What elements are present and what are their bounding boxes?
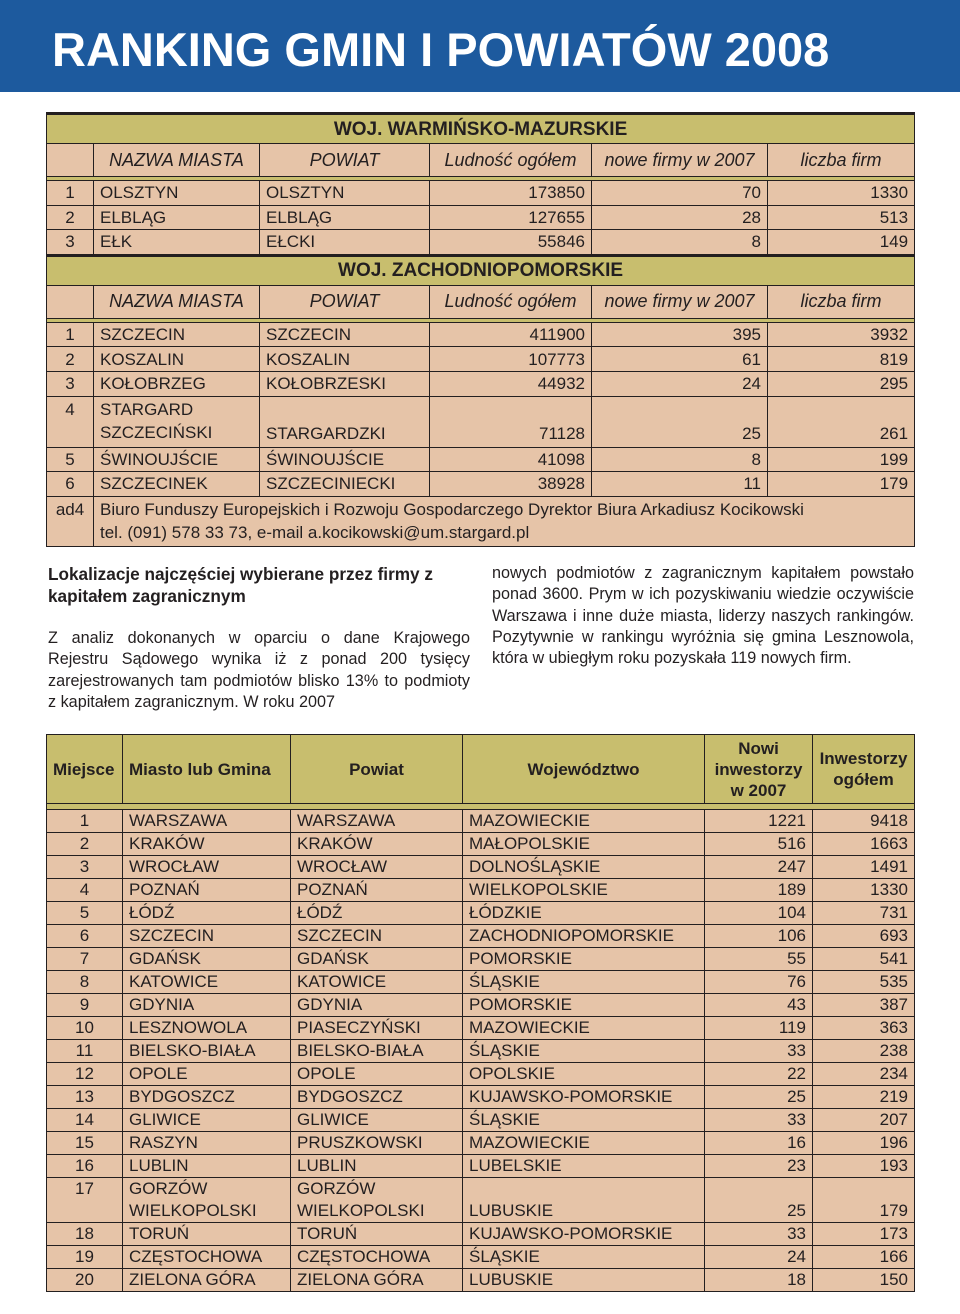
column-header: liczba firm [768, 285, 915, 318]
total-investors: 731 [813, 902, 915, 925]
column-header: liczba firm [768, 144, 915, 177]
district-name: GLIWICE [291, 1109, 463, 1132]
district-name: SZCZECINIECKI [260, 472, 430, 497]
population: 127655 [430, 205, 592, 230]
rank: 16 [47, 1155, 123, 1178]
district-name: WROCŁAW [291, 856, 463, 879]
total-investors: 1330 [813, 879, 915, 902]
total-investors: 1491 [813, 856, 915, 879]
population: 107773 [430, 347, 592, 372]
city-name: GLIWICE [123, 1109, 291, 1132]
table-row [47, 1086, 915, 1109]
city-name: SZCZECINEK [94, 472, 260, 497]
voivodeship: ŚLĄSKIE [463, 1040, 705, 1063]
total-investors: 1663 [813, 833, 915, 856]
city-name: KRAKÓW [123, 833, 291, 856]
column-header: Miasto lub Gmina [123, 735, 291, 804]
district-name: POZNAŃ [291, 879, 463, 902]
district-name: PIASECZYŃSKI [291, 1017, 463, 1040]
article-text-left: Z analiz dokonanych w oparciu o dane Krajowego Rejestru Sądowego wynika iż z ponad 200 tysięcy zarejestrowanych tam podmiotów blisko 13% to podmioty z kapitałem zagranicznym. W roku 2007 [48, 629, 470, 711]
district-name: EŁCKI [260, 230, 430, 256]
voivodeship: MAZOWIECKIE [463, 810, 705, 833]
district-name: BIELSKO-BIAŁA [291, 1040, 463, 1063]
city-name: ELBLĄG [94, 205, 260, 230]
new-investors-2007: 33 [705, 1223, 813, 1246]
column-header: POWIAT [260, 144, 430, 177]
table-row [47, 472, 915, 497]
voivodeship: OPOLSKIE [463, 1063, 705, 1086]
district-name: KOŁOBRZESKI [260, 371, 430, 396]
district-name: LUBLIN [291, 1155, 463, 1178]
voivodeship: MAZOWIECKIE [463, 1017, 705, 1040]
rank: 2 [47, 833, 123, 856]
rank: 4 [47, 879, 123, 902]
column-header-row [47, 735, 915, 804]
rank: 14 [47, 1109, 123, 1132]
city-name: STARGARD SZCZECIŃSKI [94, 396, 260, 447]
new-investors-2007: 104 [705, 902, 813, 925]
new-investors-2007: 22 [705, 1063, 813, 1086]
table-row [47, 833, 915, 856]
rank: 9 [47, 994, 123, 1017]
new-investors-2007: 18 [705, 1269, 813, 1292]
table-row [47, 902, 915, 925]
new-investors-2007: 55 [705, 948, 813, 971]
voivodeship: ŚLĄSKIE [463, 1109, 705, 1132]
total-investors: 173 [813, 1223, 915, 1246]
table-row [47, 1017, 915, 1040]
district-name: OPOLE [291, 1063, 463, 1086]
region-header-row [47, 114, 915, 144]
region-header-row [47, 255, 915, 285]
district-name: KATOWICE [291, 971, 463, 994]
total-investors: 196 [813, 1132, 915, 1155]
city-name: ŁÓDŹ [123, 902, 291, 925]
contact-note: Biuro Funduszy Europejskich i Rozwoju Gospodarczego Dyrektor Biura Arkadiusz Kocikowski tel. (091) 578 33 73, e-mail a.kocikowski@um.stargard.pl [94, 496, 915, 546]
table-row [47, 856, 915, 879]
voivodeship: LUBUSKIE [463, 1269, 705, 1292]
city-name: RASZYN [123, 1132, 291, 1155]
total-investors: 238 [813, 1040, 915, 1063]
national-ranking-table [46, 734, 915, 1292]
firm-count: 819 [768, 347, 915, 372]
table-row [47, 971, 915, 994]
rank: 17 [47, 1178, 123, 1223]
city-name: ŚWINOUJŚCIE [94, 447, 260, 472]
population: 71128 [430, 396, 592, 447]
firm-count: 1330 [768, 181, 915, 206]
total-investors: 166 [813, 1246, 915, 1269]
city-name: KOŁOBRZEG [94, 371, 260, 396]
table-row [47, 1246, 915, 1269]
table-row [47, 447, 915, 472]
column-header: NAZWA MIASTA [94, 285, 260, 318]
new-investors-2007: 33 [705, 1040, 813, 1063]
city-name: GDAŃSK [123, 948, 291, 971]
district-name: KRAKÓW [291, 833, 463, 856]
new-firms-2007: 28 [592, 205, 768, 230]
new-investors-2007: 516 [705, 833, 813, 856]
row-index: 3 [47, 230, 94, 256]
total-investors: 9418 [813, 810, 915, 833]
new-investors-2007: 106 [705, 925, 813, 948]
new-firms-2007: 25 [592, 396, 768, 447]
table-row [47, 810, 915, 833]
table-row [47, 879, 915, 902]
column-header: Powiat [291, 735, 463, 804]
rank: 3 [47, 856, 123, 879]
voivodeship: KUJAWSKO-POMORSKIE [463, 1086, 705, 1109]
total-investors: 541 [813, 948, 915, 971]
new-investors-2007: 25 [705, 1086, 813, 1109]
total-investors: 179 [813, 1178, 915, 1223]
table-row [47, 1109, 915, 1132]
total-investors: 150 [813, 1269, 915, 1292]
row-index: 2 [47, 347, 94, 372]
population: 44932 [430, 371, 592, 396]
new-firms-2007: 11 [592, 472, 768, 497]
column-header: Ludność ogółem [430, 144, 592, 177]
contact-note-row [47, 496, 915, 546]
city-name: WROCŁAW [123, 856, 291, 879]
city-name: TORUŃ [123, 1223, 291, 1246]
population: 173850 [430, 181, 592, 206]
new-investors-2007: 119 [705, 1017, 813, 1040]
total-investors: 234 [813, 1063, 915, 1086]
rank: 18 [47, 1223, 123, 1246]
new-investors-2007: 16 [705, 1132, 813, 1155]
district-name: ŚWINOUJŚCIE [260, 447, 430, 472]
district-name: OLSZTYN [260, 181, 430, 206]
new-investors-2007: 25 [705, 1178, 813, 1223]
table-row [47, 994, 915, 1017]
regional-ranking-table [46, 112, 915, 547]
new-investors-2007: 76 [705, 971, 813, 994]
row-index: 6 [47, 472, 94, 497]
new-investors-2007: 1221 [705, 810, 813, 833]
city-name: WARSZAWA [123, 810, 291, 833]
city-name: OLSZTYN [94, 181, 260, 206]
city-name: GDYNIA [123, 994, 291, 1017]
district-name: ZIELONA GÓRA [291, 1269, 463, 1292]
region-name: WOJ. WARMIŃSKO-MAZURSKIE [47, 114, 915, 144]
firm-count: 179 [768, 472, 915, 497]
district-name: PRUSZKOWSKI [291, 1132, 463, 1155]
district-name: TORUŃ [291, 1223, 463, 1246]
total-investors: 387 [813, 994, 915, 1017]
district-name: SZCZECIN [260, 322, 430, 347]
article-heading: Lokalizacje najczęściej wybierane przez firmy z kapitałem zagranicznym [48, 564, 433, 606]
district-name: ELBLĄG [260, 205, 430, 230]
voivodeship: WIELKOPOLSKIE [463, 879, 705, 902]
article-right-column [492, 563, 914, 669]
new-firms-2007: 70 [592, 181, 768, 206]
firm-count: 3932 [768, 322, 915, 347]
header-index [47, 144, 94, 177]
total-investors: 207 [813, 1109, 915, 1132]
voivodeship: KUJAWSKO-POMORSKIE [463, 1223, 705, 1246]
new-investors-2007: 33 [705, 1109, 813, 1132]
column-header: Województwo [463, 735, 705, 804]
table-row [47, 181, 915, 206]
city-name: SZCZECIN [94, 322, 260, 347]
column-header-row [47, 285, 915, 318]
voivodeship: LUBUSKIE [463, 1178, 705, 1223]
article-text-right: nowych podmiotów z zagranicznym kapitałem powstało ponad 3600. Prym w ich pozyskiwaniu wiedzie oczywiście Warszawa i inne duże miasta, liderzy naszych rankingów. Pozytywnie w rankingu wyróżnia się gmina Lesznowola, która w ubiegłym roku pozyskała 119 nowych firm. [492, 564, 914, 668]
voivodeship: POMORSKIE [463, 994, 705, 1017]
voivodeship: ZACHODNIOPOMORSKIE [463, 925, 705, 948]
table-row [47, 925, 915, 948]
district-name: BYDGOSZCZ [291, 1086, 463, 1109]
city-name: OPOLE [123, 1063, 291, 1086]
rank: 8 [47, 971, 123, 994]
firm-count: 149 [768, 230, 915, 256]
total-investors: 219 [813, 1086, 915, 1109]
voivodeship: MAZOWIECKIE [463, 1132, 705, 1155]
row-index: 4 [47, 396, 94, 447]
table-row [47, 1269, 915, 1292]
district-name: GDAŃSK [291, 948, 463, 971]
voivodeship: MAŁOPOLSKIE [463, 833, 705, 856]
new-firms-2007: 395 [592, 322, 768, 347]
rank: 1 [47, 810, 123, 833]
district-name: STARGARDZKI [260, 396, 430, 447]
city-name: POZNAŃ [123, 879, 291, 902]
title-banner [0, 0, 960, 92]
table-row [47, 1223, 915, 1246]
voivodeship: ŚLĄSKIE [463, 1246, 705, 1269]
header-index [47, 285, 94, 318]
column-header: Miejsce [47, 735, 123, 804]
city-name: SZCZECIN [123, 925, 291, 948]
firm-count: 295 [768, 371, 915, 396]
city-name: LESZNOWOLA [123, 1017, 291, 1040]
total-investors: 193 [813, 1155, 915, 1178]
rank: 5 [47, 902, 123, 925]
city-name: ZIELONA GÓRA [123, 1269, 291, 1292]
voivodeship: ŚLĄSKIE [463, 971, 705, 994]
column-header-row [47, 144, 915, 177]
firm-count: 261 [768, 396, 915, 447]
voivodeship: LUBELSKIE [463, 1155, 705, 1178]
table-row [47, 1040, 915, 1063]
voivodeship: POMORSKIE [463, 948, 705, 971]
district-name: ŁÓDŹ [291, 902, 463, 925]
city-name: GORZÓW WIELKOPOLSKI [123, 1178, 291, 1223]
city-name: LUBLIN [123, 1155, 291, 1178]
new-firms-2007: 61 [592, 347, 768, 372]
new-firms-2007: 24 [592, 371, 768, 396]
table-row [47, 371, 915, 396]
column-header: Ludność ogółem [430, 285, 592, 318]
new-investors-2007: 24 [705, 1246, 813, 1269]
total-investors: 535 [813, 971, 915, 994]
district-name: SZCZECIN [291, 925, 463, 948]
page-title: RANKING GMIN I POWIATÓW 2008 [52, 23, 830, 76]
column-header: Nowi inwestorzy w 2007 [705, 735, 813, 804]
row-index: 5 [47, 447, 94, 472]
population: 38928 [430, 472, 592, 497]
city-name: EŁK [94, 230, 260, 256]
rank: 10 [47, 1017, 123, 1040]
rank: 19 [47, 1246, 123, 1269]
voivodeship: DOLNOŚLĄSKIE [463, 856, 705, 879]
column-header: NAZWA MIASTA [94, 144, 260, 177]
voivodeship: ŁÓDZKIE [463, 902, 705, 925]
column-header: POWIAT [260, 285, 430, 318]
firm-count: 513 [768, 205, 915, 230]
total-investors: 363 [813, 1017, 915, 1040]
article-left-column [48, 563, 470, 713]
city-name: BIELSKO-BIAŁA [123, 1040, 291, 1063]
new-firms-2007: 8 [592, 447, 768, 472]
district-name: GORZÓW WIELKOPOLSKI [291, 1178, 463, 1223]
rank: 6 [47, 925, 123, 948]
column-header: Inwestorzy ogółem [813, 735, 915, 804]
district-name: WARSZAWA [291, 810, 463, 833]
total-investors: 693 [813, 925, 915, 948]
rank: 11 [47, 1040, 123, 1063]
district-name: KOSZALIN [260, 347, 430, 372]
population: 41098 [430, 447, 592, 472]
row-index: 1 [47, 181, 94, 206]
new-investors-2007: 43 [705, 994, 813, 1017]
table-row [47, 1155, 915, 1178]
rank: 20 [47, 1269, 123, 1292]
table-row [47, 948, 915, 971]
row-index: 1 [47, 322, 94, 347]
city-name: KOSZALIN [94, 347, 260, 372]
population: 55846 [430, 230, 592, 256]
column-header: nowe firmy w 2007 [592, 285, 768, 318]
region-name: WOJ. ZACHODNIOPOMORSKIE [47, 255, 915, 285]
table-row [47, 205, 915, 230]
city-name: BYDGOSZCZ [123, 1086, 291, 1109]
table-row [47, 1132, 915, 1155]
population: 411900 [430, 322, 592, 347]
note-index: ad4 [47, 496, 94, 546]
table-row [47, 347, 915, 372]
rank: 13 [47, 1086, 123, 1109]
table-row [47, 396, 915, 447]
table-row [47, 322, 915, 347]
district-name: GDYNIA [291, 994, 463, 1017]
firm-count: 199 [768, 447, 915, 472]
row-index: 3 [47, 371, 94, 396]
row-index: 2 [47, 205, 94, 230]
new-investors-2007: 23 [705, 1155, 813, 1178]
city-name: CZĘSTOCHOWA [123, 1246, 291, 1269]
city-name: KATOWICE [123, 971, 291, 994]
rank: 12 [47, 1063, 123, 1086]
rank: 7 [47, 948, 123, 971]
new-investors-2007: 189 [705, 879, 813, 902]
table-row [47, 230, 915, 256]
rank: 15 [47, 1132, 123, 1155]
district-name: CZĘSTOCHOWA [291, 1246, 463, 1269]
column-header: nowe firmy w 2007 [592, 144, 768, 177]
new-firms-2007: 8 [592, 230, 768, 256]
table-row [47, 1063, 915, 1086]
new-investors-2007: 247 [705, 856, 813, 879]
table-row [47, 1178, 915, 1223]
